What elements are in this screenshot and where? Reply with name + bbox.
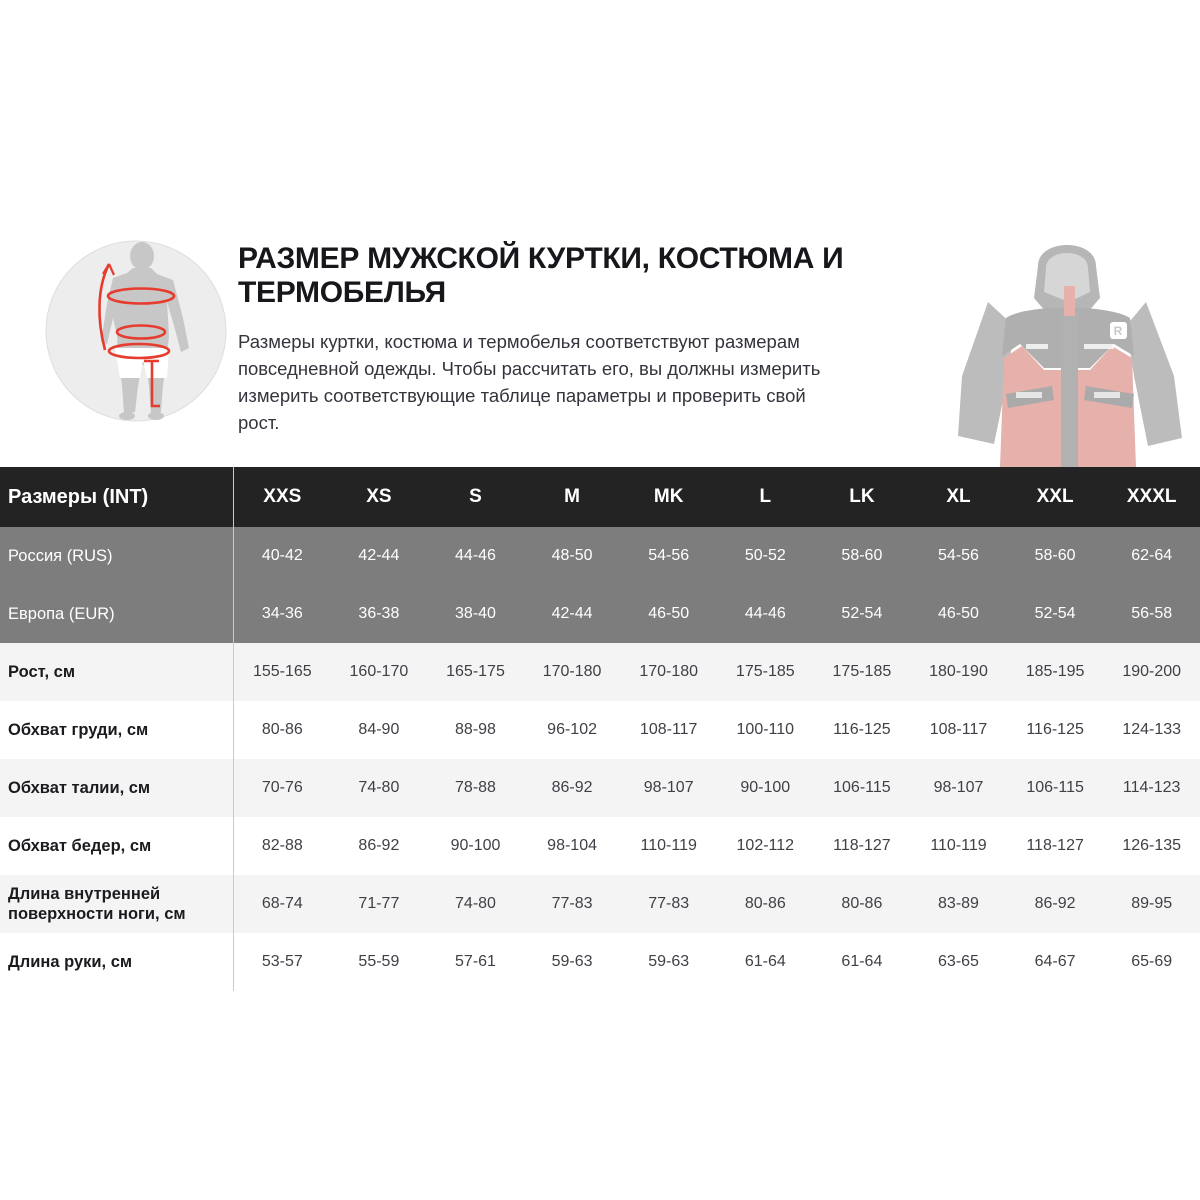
size-value-cell: 110-119	[930, 837, 987, 854]
size-value-cell: 126-135	[1122, 837, 1182, 854]
description-line-3: измерить соответствующие таблице параметры и проверить свой	[238, 385, 806, 406]
size-value-cell: 62-64	[1131, 547, 1173, 564]
row-label: Длина внутренней поверхности ноги, см	[0, 875, 234, 933]
size-value-cell: 46-50	[938, 605, 979, 622]
size-value-cell: 63-65	[938, 953, 979, 970]
body-measurement-figure	[45, 240, 227, 422]
size-value-cell: 124-133	[1122, 721, 1182, 738]
description-line-4: рост.	[238, 412, 280, 433]
size-table-header	[0, 467, 1200, 527]
table-row	[0, 643, 1200, 701]
size-value-cell: 80-86	[261, 721, 303, 738]
size-value-cell: 42-44	[358, 547, 400, 564]
table-row	[0, 933, 1200, 991]
size-value-cell: 86-92	[1034, 895, 1076, 912]
size-value-cell: 170-180	[639, 663, 699, 680]
body-measurement-illustration	[45, 240, 227, 422]
size-column-header: XL	[946, 486, 971, 507]
size-value-cell: 165-175	[446, 663, 505, 680]
size-value-cell: 74-80	[455, 895, 496, 912]
row-label: Рост, см	[0, 643, 234, 701]
size-value-cell: 77-83	[648, 895, 690, 912]
size-value-cell: 100-110	[736, 721, 795, 738]
size-column-header: MK	[653, 486, 684, 507]
row-label: Длина руки, см	[0, 933, 234, 991]
size-column-header: LK	[849, 486, 875, 507]
size-value-cell: 53-57	[261, 953, 303, 970]
description-line-2: повседневной одежды. Чтобы рассчитать его, вы должны измерить	[238, 358, 821, 379]
size-value-cell: 52-54	[1034, 605, 1076, 622]
size-value-cell: 83-89	[938, 895, 979, 912]
size-value-cell: 44-46	[744, 605, 786, 622]
size-value-cell: 59-63	[648, 953, 690, 970]
size-value-cell: 54-56	[648, 547, 690, 564]
size-value-cell: 98-104	[547, 837, 597, 854]
size-value-cell: 46-50	[648, 605, 690, 622]
size-value-cell: 36-38	[358, 605, 400, 622]
size-value-cell: 80-86	[841, 895, 883, 912]
size-column-header: XXS	[263, 486, 302, 507]
size-value-cell: 175-185	[735, 663, 795, 680]
size-value-cell: 42-44	[551, 605, 593, 622]
size-value-cell: 61-64	[841, 953, 883, 970]
size-value-cell: 155-165	[252, 663, 312, 680]
size-value-cell: 86-92	[358, 837, 400, 854]
size-value-cell: 56-58	[1131, 605, 1173, 622]
row-label: Европа (EUR)	[0, 585, 234, 643]
size-value-cell: 34-36	[261, 605, 303, 622]
size-value-cell: 70-76	[261, 779, 303, 796]
size-value-cell: 86-92	[551, 779, 593, 796]
size-column-header: S	[469, 486, 482, 507]
size-value-cell: 88-98	[455, 721, 496, 738]
size-value-cell: 59-63	[551, 953, 593, 970]
jacket-illustration	[942, 226, 1200, 467]
size-value-cell: 44-46	[455, 547, 496, 564]
size-value-cell: 110-119	[640, 837, 697, 854]
size-value-cell: 55-59	[358, 953, 400, 970]
size-value-cell: 98-107	[643, 779, 694, 796]
size-value-cell: 98-107	[933, 779, 984, 796]
row-label: Россия (RUS)	[0, 527, 234, 585]
size-value-cell: 108-117	[929, 721, 988, 738]
size-value-cell: 190-200	[1122, 663, 1182, 680]
size-value-cell: 78-88	[455, 779, 496, 796]
size-value-cell: 84-90	[358, 721, 400, 738]
size-value-cell: 68-74	[261, 895, 303, 912]
row-label: Обхват бедер, см	[0, 817, 234, 875]
size-value-cell: 82-88	[261, 837, 303, 854]
size-column-header: XXXL	[1126, 486, 1177, 507]
size-value-cell: 175-185	[832, 663, 892, 680]
size-column-header: XXL	[1036, 486, 1074, 507]
size-value-cell: 90-100	[450, 837, 501, 854]
size-value-cell: 80-86	[744, 895, 786, 912]
table-row	[0, 585, 1200, 643]
size-column-header: XS	[366, 486, 392, 507]
size-value-cell: 38-40	[455, 605, 496, 622]
table-row	[0, 759, 1200, 817]
size-value-cell: 54-56	[938, 547, 979, 564]
size-value-cell: 52-54	[841, 605, 883, 622]
size-value-cell: 118-127	[833, 837, 891, 854]
size-value-cell: 106-115	[1026, 779, 1084, 796]
corner-header-label: Размеры (INT)	[0, 467, 234, 527]
size-value-cell: 96-102	[547, 721, 597, 738]
size-value-cell: 170-180	[542, 663, 602, 680]
table-row	[0, 817, 1200, 875]
row-label: Обхват талии, см	[0, 759, 234, 817]
size-value-cell: 74-80	[358, 779, 400, 796]
size-column-header: L	[759, 486, 772, 507]
size-column-header: M	[564, 486, 580, 507]
size-value-cell: 108-117	[639, 721, 698, 738]
row-label: Обхват груди, см	[0, 701, 234, 759]
size-value-cell: 160-170	[349, 663, 409, 680]
table-row	[0, 701, 1200, 759]
page-title	[238, 242, 938, 310]
intro-text-block	[238, 242, 938, 436]
description-line-1: Размеры куртки, костюма и термобелья соответствуют размерам	[238, 331, 800, 352]
size-value-cell: 48-50	[551, 547, 593, 564]
size-table-body	[0, 527, 1200, 991]
size-value-cell: 118-127	[1026, 837, 1084, 854]
size-value-cell: 185-195	[1025, 663, 1085, 680]
size-value-cell: 57-61	[455, 953, 496, 970]
size-value-cell: 116-125	[1026, 721, 1084, 738]
size-table	[0, 467, 1200, 991]
page-title-line-1: РАЗМЕР МУЖСКОЙ КУРТКИ, КОСТЮМА И	[238, 242, 844, 275]
size-value-cell: 58-60	[841, 547, 883, 564]
size-value-cell: 64-67	[1034, 953, 1076, 970]
size-value-cell: 90-100	[740, 779, 791, 796]
size-value-cell: 106-115	[833, 779, 891, 796]
size-value-cell: 65-69	[1131, 953, 1173, 970]
size-value-cell: 77-83	[551, 895, 593, 912]
size-value-cell: 180-190	[929, 663, 988, 680]
size-value-cell: 89-95	[1131, 895, 1173, 912]
size-value-cell: 58-60	[1034, 547, 1076, 564]
page-description	[238, 328, 938, 436]
size-value-cell: 40-42	[261, 547, 303, 564]
size-value-cell: 102-112	[736, 837, 795, 854]
svg-text:R: R	[1113, 324, 1123, 338]
size-value-cell: 50-52	[744, 547, 786, 564]
size-value-cell: 61-64	[744, 953, 786, 970]
size-value-cell: 71-77	[358, 895, 400, 912]
page-title-line-2: ТЕРМОБЕЛЬЯ	[238, 276, 446, 309]
table-row	[0, 875, 1200, 933]
jacket-photo	[942, 226, 1200, 467]
size-value-cell: 114-123	[1122, 779, 1181, 796]
size-value-cell: 116-125	[833, 721, 891, 738]
table-row	[0, 527, 1200, 585]
